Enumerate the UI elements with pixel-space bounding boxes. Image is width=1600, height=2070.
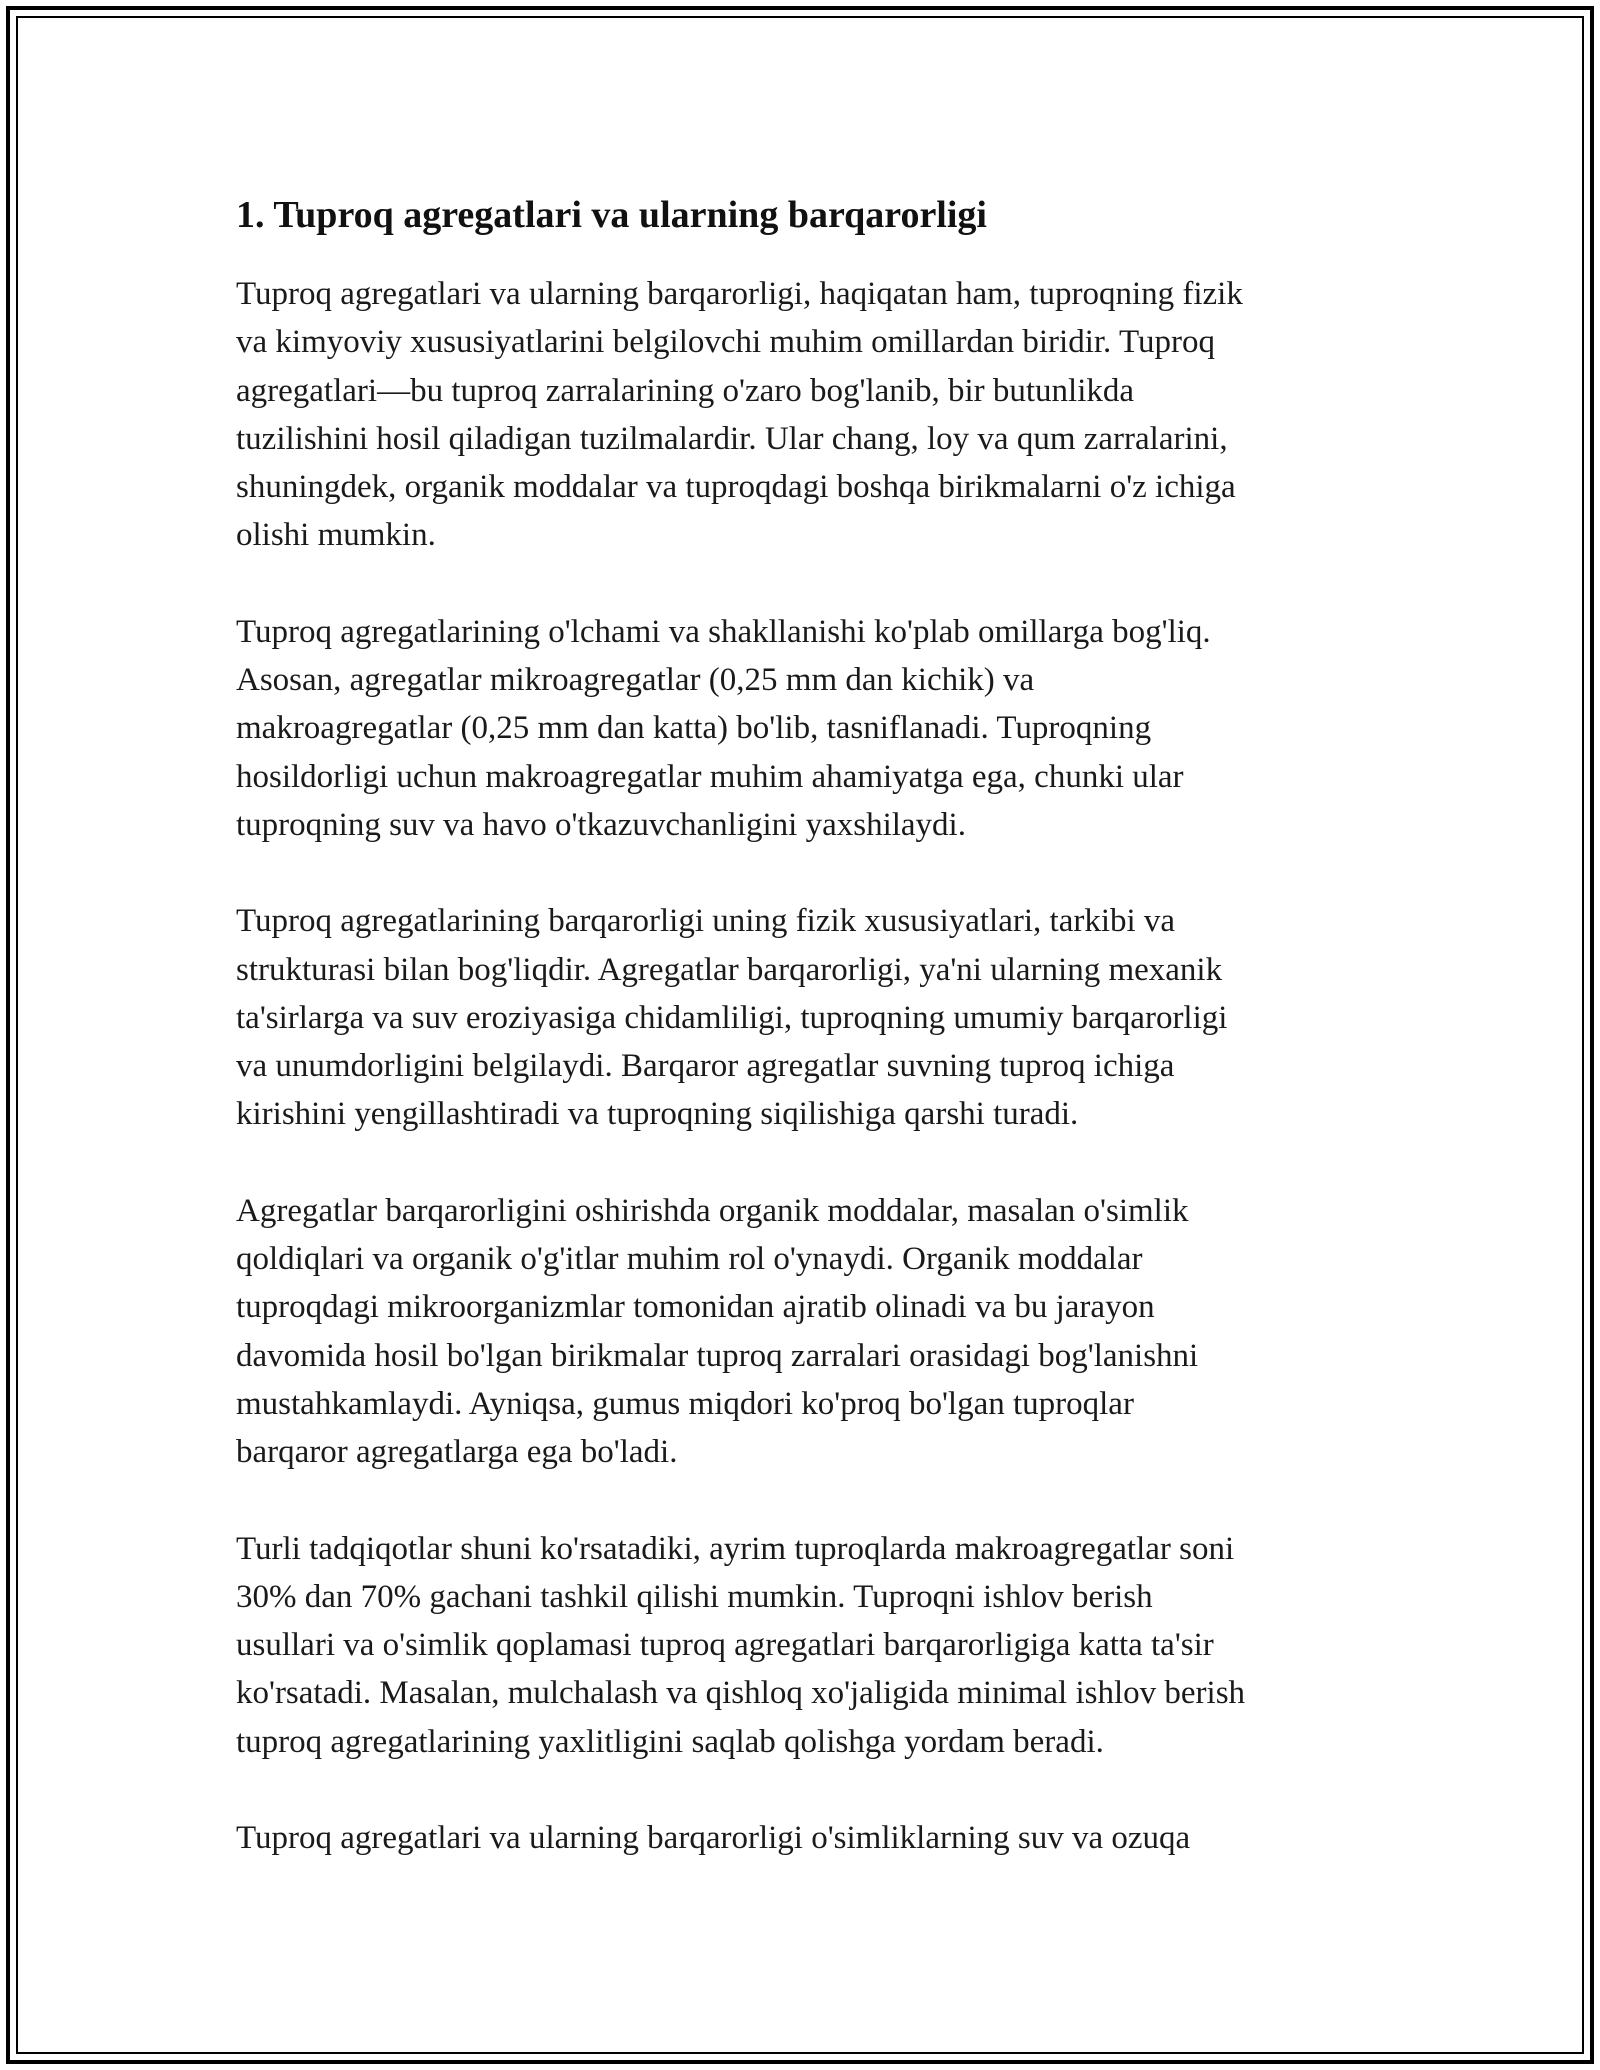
- paragraph: [236, 1187, 1366, 1477]
- paragraph-line: olishi mumkin.: [236, 517, 436, 554]
- paragraph-line: tuproqdagi mikroorganizmlar tomonidan ajratib olinadi va bu jarayon: [236, 1289, 1155, 1326]
- paragraph-line: va unumdorligini belgilaydi. Barqaror agregatlar suvning tuproq ichiga: [236, 1048, 1175, 1085]
- document-content: [236, 186, 1366, 1910]
- paragraph-line: ko'rsatadi. Masalan, mulchalash va qishloq xo'jaligida minimal ishlov berish: [236, 1675, 1246, 1712]
- paragraph-line: Agregatlar barqarorligini oshirishda organik moddalar, masalan o'simlik: [236, 1192, 1189, 1229]
- paragraph: [236, 1814, 1366, 1862]
- paragraph-line: mustahkamlaydi. Ayniqsa, gumus miqdori ko'proq bo'lgan tuproqlar: [236, 1385, 1134, 1422]
- paragraph-line: va kimyoviy xususiyatlarini belgilovchi muhim omillardan biridir. Tuproq: [236, 324, 1215, 361]
- paragraph-line: kirishini yengillashtiradi va tuproqning siqilishiga qarshi turadi.: [236, 1096, 1079, 1133]
- paragraph-line: tuproqning suv va havo o'tkazuvchanligini yaxshilaydi.: [236, 806, 966, 843]
- paragraph-line: Tuproq agregatlari va ularning barqarorligi, haqiqatan ham, tuproqning fizik: [236, 276, 1243, 312]
- paragraph-line: qoldiqlari va organik o'g'itlar muhim rol o'ynaydi. Organik moddalar: [236, 1241, 1143, 1278]
- paragraph-line: shuningdek, organik moddalar va tuproqdagi boshqa birikmalarni o'z ichiga: [236, 469, 1236, 506]
- paragraph-line: Asosan, agregatlar mikroagregatlar (0,25 mm dan kichik) va: [236, 662, 1035, 699]
- paragraph-line: hosildorligi uchun makroagregatlar muhim ahamiyatga ega, chunki ular: [236, 758, 1184, 795]
- paragraph-line: makroagregatlar (0,25 mm dan katta) bo'lib, tasniflanadi. Tuproqning: [236, 710, 1152, 747]
- paragraph-line: barqaror agregatlarga ega bo'ladi.: [236, 1434, 678, 1471]
- paragraph-line: Tuproq agregatlarining barqarorligi uning fizik xususiyatlari, tarkibi va: [236, 903, 1176, 940]
- paragraph-line: Tuproq agregatlarining o'lchami va shakllanishi ko'plab omillarga bog'liq.: [236, 613, 1211, 650]
- paragraph-line: Turli tadqiqotlar shuni ko'rsatadiki, ayrim tuproqlarda makroagregatlar soni: [236, 1530, 1235, 1567]
- paragraphs-container: [236, 270, 1366, 1862]
- paragraph-line: davomida hosil bo'lgan birikmalar tuproq zarralari orasidagi bog'lanishni: [236, 1337, 1199, 1374]
- paragraph-line: agregatlari—bu tuproq zarralarining o'zaro bog'lanib, bir butunlikda: [236, 372, 1135, 409]
- section-heading: 1. Tuproq agregatlari va ularning barqarorligi: [236, 194, 987, 236]
- paragraph: [236, 608, 1366, 849]
- paragraph-line: tuproq agregatlarining yaxlitligini saqlab qolishga yordam beradi.: [236, 1723, 1104, 1760]
- paragraph-line: tuzilishini hosil qiladigan tuzilmalardir. Ular chang, loy va qum zarralarini,: [236, 420, 1228, 457]
- paragraph: [236, 1525, 1366, 1766]
- paragraph-line: ta'sirlarga va suv eroziyasiga chidamliligi, tuproqning umumiy barqarorligi: [236, 999, 1228, 1036]
- paragraph-line: Tuproq agregatlari va ularning barqarorligi o'simliklarning suv va ozuqa: [236, 1820, 1191, 1857]
- paragraph-line: usullari va o'simlik qoplamasi tuproq agregatlari barqarorligiga katta ta'sir: [236, 1627, 1214, 1664]
- paragraph-line: 30% dan 70% gachani tashkil qilishi mumkin. Tuproqni ishlov berish: [236, 1578, 1153, 1615]
- paragraph: [236, 897, 1366, 1138]
- paragraph-line: strukturasi bilan bog'liqdir. Agregatlar barqarorligi, ya'ni ularning mexanik: [236, 951, 1223, 988]
- paragraph: [236, 270, 1366, 560]
